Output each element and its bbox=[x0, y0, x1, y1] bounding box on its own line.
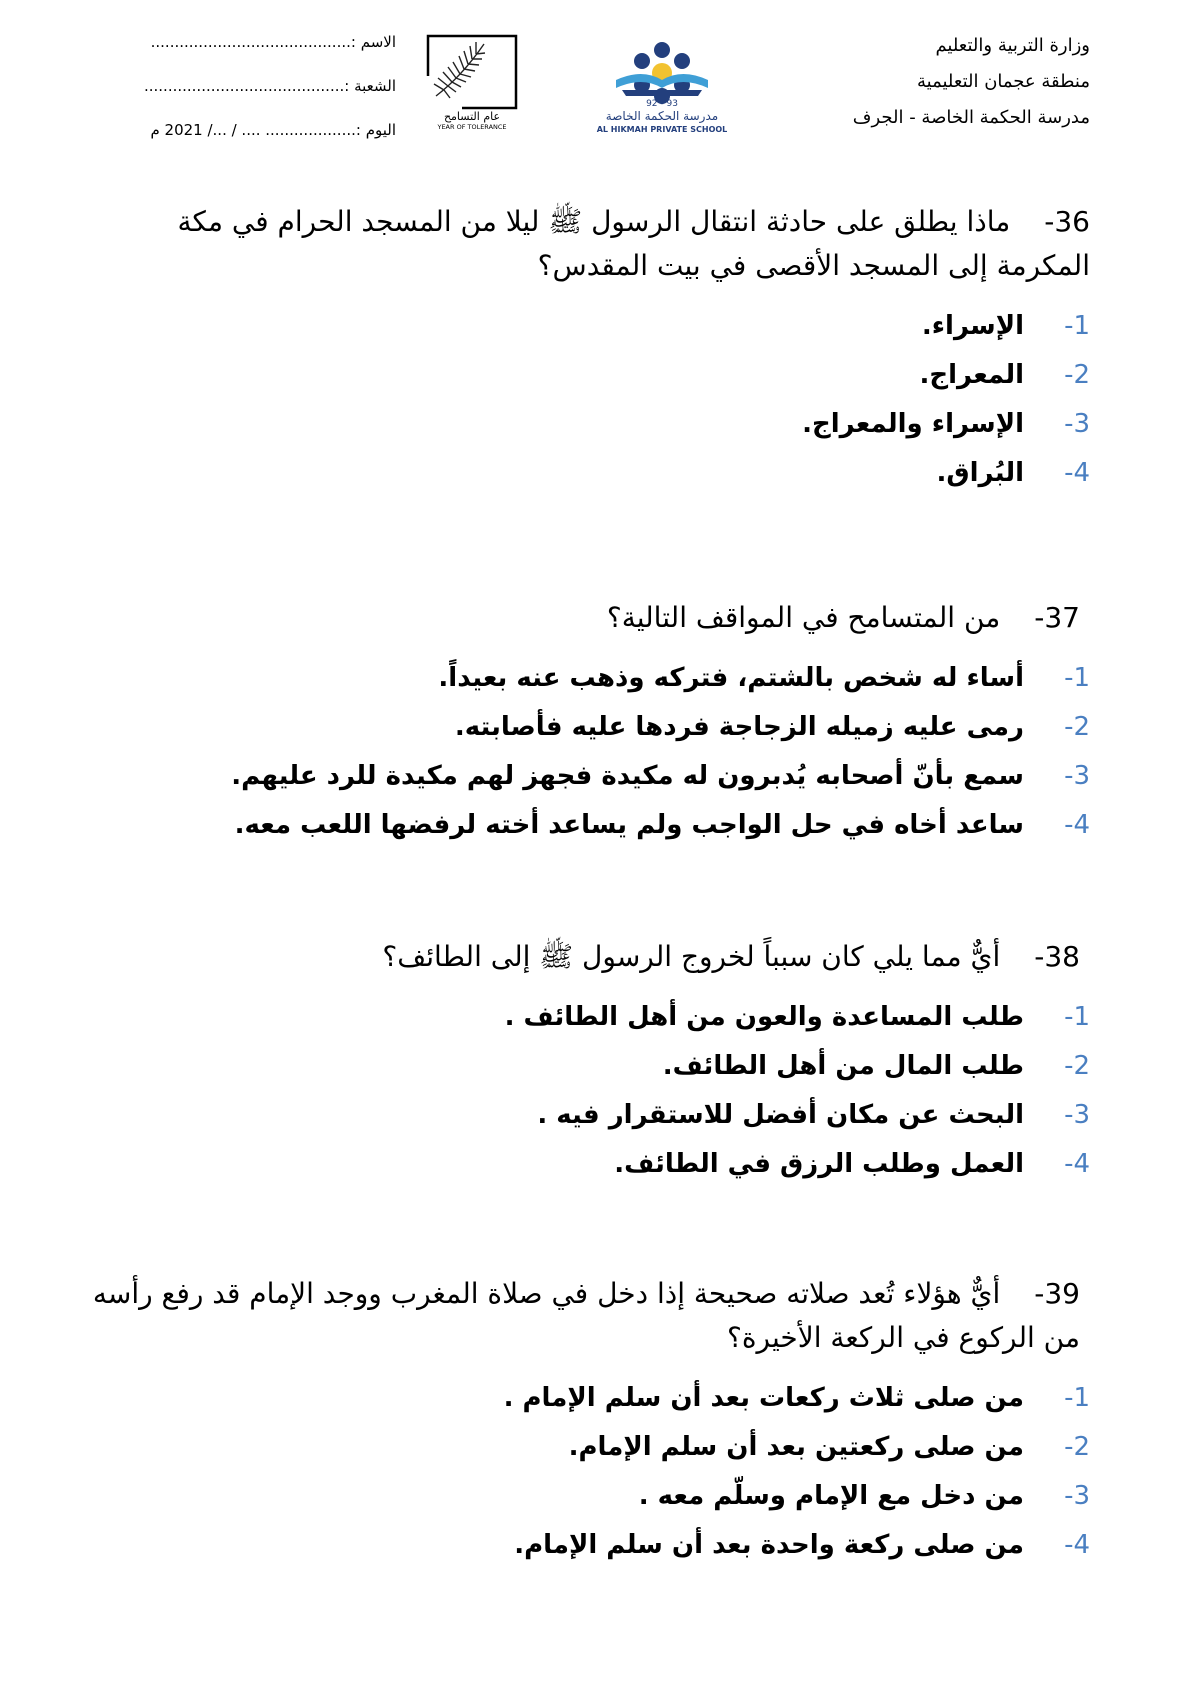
question-38 bbox=[90, 935, 1090, 1189]
option-number: 2- bbox=[1064, 360, 1090, 390]
option-text: الإسراء والمعراج. bbox=[802, 409, 1024, 439]
option-1[interactable] bbox=[90, 993, 1090, 1042]
question-body: أيٌّ هؤلاء تُعد صلاته صحيحة إذا دخل في صلاة المغرب ووجد الإمام قد رفع رأسه من الركوع في الركعة الأخيرة؟ bbox=[92, 1277, 1080, 1354]
school-logo-name-ar: مدرسة الحكمة الخاصة bbox=[605, 109, 719, 123]
option-text: طلب المال من أهل الطائف. bbox=[662, 1051, 1024, 1081]
question-body: أيٌّ مما يلي كان سبباً لخروج الرسول ﷺ إلى الطائف؟ bbox=[382, 940, 1001, 973]
date-label: اليوم : bbox=[355, 121, 396, 139]
option-text: المعراج. bbox=[919, 360, 1024, 390]
date-field[interactable] bbox=[46, 108, 396, 152]
school-logo-icon bbox=[572, 40, 752, 140]
zone-name: منطقة عجمان التعليمية bbox=[917, 71, 1090, 92]
option-text: ساعد أخاه في حل الواجب ولم يساعد أخته لرفضها اللعب معه. bbox=[234, 810, 1024, 840]
option-number: 4- bbox=[1064, 1149, 1090, 1179]
option-2[interactable] bbox=[80, 1423, 1090, 1472]
question-body: من المتسامح في المواقف التالية؟ bbox=[606, 601, 1001, 634]
option-number: 4- bbox=[1064, 1530, 1090, 1560]
option-2[interactable] bbox=[90, 1042, 1090, 1091]
option-text: أساء له شخص بالشتم، فتركه وذهب عنه بعيداً. bbox=[438, 663, 1024, 693]
option-text: سمع بأنّ أصحابه يُدبرون له مكيدة فجهز لهم مكيدة للرد عليهم. bbox=[231, 761, 1024, 791]
option-3[interactable] bbox=[90, 1091, 1090, 1140]
tolerance-logo-name-en: YEAR OF TOLERANCE bbox=[437, 123, 507, 131]
option-text: الإسراء. bbox=[921, 311, 1024, 341]
question-36 bbox=[80, 200, 1090, 498]
student-fields bbox=[46, 20, 396, 152]
options-list bbox=[90, 654, 1090, 850]
question-37 bbox=[90, 596, 1090, 850]
school-logo-years: 92 - 93 bbox=[646, 99, 678, 109]
question-text bbox=[90, 596, 1090, 640]
options-list bbox=[90, 993, 1090, 1189]
option-text: من صلى ثلاث ركعات بعد أن سلم الإمام . bbox=[503, 1383, 1024, 1413]
option-3[interactable] bbox=[90, 752, 1090, 801]
question-number: 39- bbox=[1034, 1277, 1080, 1310]
option-2[interactable] bbox=[80, 351, 1090, 400]
option-3[interactable] bbox=[80, 400, 1090, 449]
ministry-name: وزارة التربية والتعليم bbox=[935, 35, 1090, 56]
school-name: مدرسة الحكمة الخاصة - الجرف bbox=[852, 107, 1090, 128]
option-text: من دخل مع الإمام وسلّم معه . bbox=[638, 1481, 1024, 1511]
name-blank[interactable]: .......................................... bbox=[150, 33, 351, 51]
tolerance-logo-name-ar: عام التسامح bbox=[443, 110, 501, 123]
option-number: 3- bbox=[1064, 409, 1090, 439]
option-4[interactable] bbox=[90, 801, 1090, 850]
option-3[interactable] bbox=[80, 1472, 1090, 1521]
option-text: العمل وطلب الرزق في الطائف. bbox=[614, 1149, 1024, 1179]
question-number: 38- bbox=[1034, 940, 1080, 973]
option-number: 3- bbox=[1064, 761, 1090, 791]
question-text bbox=[90, 935, 1090, 979]
palm-frond-logo-icon bbox=[422, 34, 522, 132]
options-list bbox=[80, 302, 1090, 498]
school-info bbox=[853, 28, 1090, 136]
option-text: البُراق. bbox=[936, 458, 1024, 488]
option-number: 1- bbox=[1064, 663, 1090, 693]
option-number: 2- bbox=[1064, 712, 1090, 742]
question-39 bbox=[80, 1272, 1090, 1570]
options-list bbox=[80, 1374, 1090, 1570]
option-number: 1- bbox=[1064, 311, 1090, 341]
option-4[interactable] bbox=[80, 449, 1090, 498]
option-number: 4- bbox=[1064, 810, 1090, 840]
option-4[interactable] bbox=[90, 1140, 1090, 1189]
question-body: ماذا يطلق على حادثة انتقال الرسول ﷺ ليلا من المسجد الحرام في مكة المكرمة إلى المسجد الأقصى في بيت المقدس؟ bbox=[177, 205, 1090, 282]
option-number: 1- bbox=[1064, 1383, 1090, 1413]
option-1[interactable] bbox=[90, 654, 1090, 703]
name-label: الاسم : bbox=[350, 33, 396, 51]
question-number: 36- bbox=[1044, 205, 1090, 238]
option-text: رمى عليه زميله الزجاجة فردها عليه فأصابته. bbox=[454, 712, 1024, 742]
section-label: الشعبة : bbox=[344, 77, 396, 95]
option-number: 2- bbox=[1064, 1432, 1090, 1462]
school-logo-name-en: AL HIKMAH PRIVATE SCHOOL bbox=[596, 125, 728, 134]
option-number: 2- bbox=[1064, 1051, 1090, 1081]
option-text: من صلى ركعة واحدة بعد أن سلم الإمام. bbox=[514, 1530, 1024, 1560]
section-field[interactable] bbox=[46, 64, 396, 108]
option-1[interactable] bbox=[80, 1374, 1090, 1423]
question-number: 37- bbox=[1034, 601, 1080, 634]
option-number: 3- bbox=[1064, 1100, 1090, 1130]
question-text bbox=[80, 1272, 1090, 1360]
date-blank[interactable]: ................... .... / .../ 2021 م bbox=[150, 121, 356, 139]
section-blank[interactable]: .......................................... bbox=[143, 77, 345, 95]
option-number: 3- bbox=[1064, 1481, 1090, 1511]
option-4[interactable] bbox=[80, 1521, 1090, 1570]
name-field[interactable] bbox=[46, 20, 396, 64]
option-number: 1- bbox=[1064, 1002, 1090, 1032]
option-1[interactable] bbox=[80, 302, 1090, 351]
option-number: 4- bbox=[1064, 458, 1090, 488]
option-2[interactable] bbox=[90, 703, 1090, 752]
option-text: من صلى ركعتين بعد أن سلم الإمام. bbox=[568, 1432, 1024, 1462]
option-text: طلب المساعدة والعون من أهل الطائف . bbox=[504, 1002, 1024, 1032]
option-text: البحث عن مكان أفضل للاستقرار فيه . bbox=[537, 1100, 1024, 1130]
question-text bbox=[80, 200, 1090, 288]
